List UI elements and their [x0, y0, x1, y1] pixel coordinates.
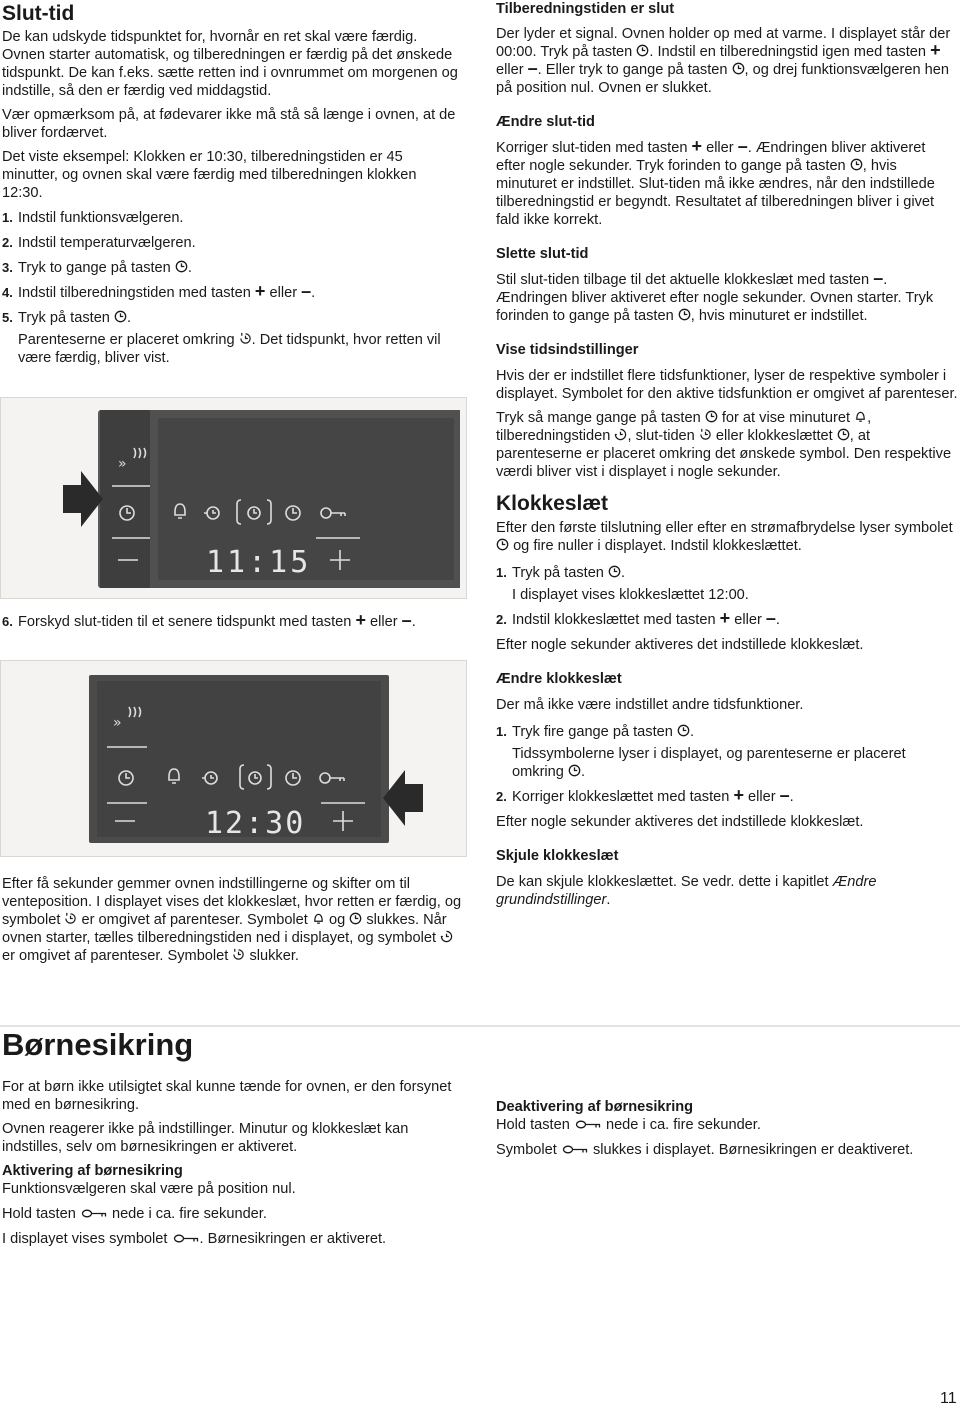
heading-deaktivering: Deaktivering af børnesikring [496, 1099, 694, 1115]
bornesikring-right: Deaktivering af børnesikring Hold tasten nede i ca. fire sekunder. Symbolet slukkes i displayet. Børnesikringen er deaktiveret. [496, 1098, 958, 1159]
minus-icon: – [765, 608, 776, 628]
minus-icon: – [527, 58, 538, 78]
clock-icon [496, 538, 509, 551]
oven-display-illustration-2 [0, 660, 467, 857]
bornesikring-left: Børnesikring For at børn ikke utilsigtet skal kunne tænde for ovnen, er den forsynet med en børnesikring. Ovnen reagerer ikke på indstillinger. Minutur og klokkeslæt kan indstilles, selv om børnesikringen er aktiveret. Aktivering af børnesikring Funktionsvælgeren skal være på position nul. Hold tasten nede i ca. fire sekunder. I displayet vises symbolet . Børnesikringen er aktiveret. [2, 1036, 462, 1248]
paragraph: Det viste eksempel: Klokken er 10:30, tilberedningstiden er 45 minutter, og ovnen skal være færdig med tilberedningen klokken 12:30. [2, 149, 417, 201]
plus-icon: + [930, 40, 941, 60]
key-icon [561, 1143, 589, 1156]
section-title-slut-tid: Slut-tid [2, 2, 75, 25]
right-column: Tilberedningstiden er slut Der lyder et signal. Ovnen holder op med at varme. I displayet står der 00:00. Tryk på tasten . Indstil en tilberedningstid igen med tasten + eller –. Eller tryk to gange på tasten , og drej funktionsvælgeren hen på position nul. Ovnen er slukket. Ændre slut-tid Korriger slut-tiden med tasten + eller –. Ændringen bliver aktiveret efter nogle sekunder. Tryk forinden to gange på tasten , hvis minuturet er indstillet. Slut-tiden må ikke ændres, når den indstillede tilberedningstid er begyndt. Resultatet af tilberedningen bliver i givet fald ikke korrekt. Slette slut-tid Stil slut-tiden tilbage til det aktuelle klokkeslæt med tasten –. Ændringen bliver aktiveret efter nogle sekunder. Ovnen starter. Tryk forinden to gange på tasten , hvis minuturet er indstillet. Vise tidsindstillinger Hvis der er indstillet flere tidsfunktioner, lyser de respektive symboler i displayet. Symbolet for den aktive tidsfunktion er omgivet af parenteser. Tryk så mange gange på tasten for at vise minuturet , tilberedningstiden , slut-tiden eller klokkeslættet , at parenteserne er placeret omkring det ønskede symbol. Den respektive værdi bliver vist i displayet i nogle sekunder. Klokkeslæt Efter den første tilslutning eller efter en strømafbrydelse lyser symbolet og fire nuller i displayet. Indstil klokkeslættet. 1. Tryk på tasten . I displayet vises klokkeslættet 12:00. 2. Indstil klokkeslættet med tasten + eller –. Efter nogle sekunder aktiveres det indstillede klokkeslæt. Ændre klokkeslæt Der må ikke være indstillet andre tidsfunktioner. 1. Tryk fire gange på tasten . Tidssymbolerne lyser i displayet, og parenteserne er placeret omkring . 2. Korriger klokkeslættet med tasten + eller –. Efter nogle sekunder aktiveres det indstillede klokkeslæt. Skjule klokkeslæt De kan skjule klokkeslættet. Se vedr. dette i kapitlet Ændre grundindstillinger. [496, 1, 958, 908]
heading-slette-slut-tid: Slette slut-tid [496, 246, 589, 262]
display-time: 11:15 [206, 545, 312, 580]
clock-icon [568, 764, 581, 777]
control-panel-graphic [89, 675, 389, 843]
paragraph: Vær opmærksom på, at fødevarer ikke må stå så længe i ovnen, at de bliver fordærvet. [2, 107, 456, 141]
svg-text:»: » [113, 715, 122, 731]
clock-icon [678, 308, 691, 321]
oven-display-illustration-1 [0, 397, 467, 599]
step-1: 1. Indstil funktionsvælgeren. [2, 210, 184, 226]
minus-icon: – [737, 136, 748, 156]
plus-icon: + [691, 136, 703, 156]
clock-icon [850, 158, 863, 171]
end-time-icon [64, 912, 77, 925]
minus-icon: – [873, 268, 884, 288]
end-time-icon [232, 948, 245, 961]
key-icon [574, 1118, 602, 1131]
end-time-icon [239, 332, 252, 345]
left-column [2, 0, 460, 367]
step-4: 4. Indstil tilberedningstiden med tasten + eller –. [2, 281, 316, 301]
clock-icon [636, 44, 649, 57]
plus-icon: + [355, 610, 366, 630]
plus-icon: + [719, 608, 731, 628]
clock-icon [114, 310, 127, 323]
heading-tilberedningstiden-slut: Tilberedningstiden er slut [496, 1, 675, 17]
plus-icon: + [733, 785, 744, 805]
key-icon [80, 1207, 108, 1220]
clock-icon [677, 724, 690, 737]
klokke-step-1: 1. Tryk på tasten . I displayet vises klokkeslættet 12:00. [496, 565, 749, 603]
klokke-step-2: 2. Indstil klokkeslættet med tasten + eller –. [496, 608, 780, 628]
step-2: 2. Indstil temperaturvælgeren. [2, 235, 196, 251]
aendre-step-2: 2. Korriger klokkeslættet med tasten + eller –. [496, 785, 794, 805]
clock-icon [608, 565, 621, 578]
end-time-icon [699, 428, 712, 441]
paragraph: De kan udskyde tidspunktet for, hvornår en ret skal være færdig. Ovnen starter automatisk, og tilberedningen er færdig på det ønskede tidspunkt. De kan f.eks. sætte retten ind i ovnrummet om morgenen og indstille, så den er færdig ved middagstid. [2, 29, 458, 99]
plus-icon: + [254, 281, 266, 301]
heading-aktivering: Aktivering af børnesikring [2, 1163, 183, 1179]
clock-icon [732, 62, 745, 75]
heading-skjule-klokkeslaet: Skjule klokkeslæt [496, 848, 619, 864]
clock-icon [349, 912, 362, 925]
clock-icon [837, 428, 850, 441]
step-3: 3. Tryk to gange på tasten . [2, 260, 192, 276]
step-6: 6. Forskyd slut-tiden til et senere tidspunkt med tasten + eller –. [2, 610, 416, 630]
aendre-step-1: 1. Tryk fire gange på tasten . Tidssymbolerne lyser i displayet, og parenteserne er placeret omkring . [496, 724, 906, 780]
arrow-pointer-icon [61, 471, 105, 527]
step-5: 5. Tryk på tasten . Parenteserne er placeret omkring . Det tidspunkt, hvor retten vil være færdig, bliver vist. [2, 309, 460, 367]
step-5-note: Parenteserne er placeret omkring . Det tidspunkt, hvor retten vil være færdig, bliver vist. [18, 332, 441, 366]
heading-aendre-slut-tid: Ændre slut-tid [496, 114, 595, 130]
minus-icon: – [779, 785, 790, 805]
svg-text:»: » [118, 456, 127, 472]
control-panel-graphic [98, 410, 460, 588]
display-time: 12:30 [205, 806, 306, 841]
minus-icon: – [401, 610, 412, 630]
clock-icon [705, 410, 718, 423]
section-title-bornesikring: Børnesikring [2, 1027, 194, 1062]
control-panel [89, 675, 389, 843]
minus-icon: – [301, 281, 312, 301]
arrow-pointer-icon [381, 770, 425, 826]
control-panel [98, 410, 460, 588]
duration-icon [614, 428, 627, 441]
heading-vise-tidsindstillinger: Vise tidsindstillinger [496, 342, 639, 358]
bell-icon [854, 410, 867, 423]
page-number: 11 [940, 1390, 957, 1407]
heading-aendre-klokkeslaet: Ændre klokkeslæt [496, 671, 622, 687]
clock-icon [175, 260, 188, 273]
duration-icon [440, 930, 453, 943]
heading-klokkeslaet: Klokkeslæt [496, 492, 609, 515]
after-paragraph: Efter få sekunder gemmer ovnen indstillingerne og skifter om til venteposition. I displayet vises det klokkeslæt, hvor retten er færdig, og symbolet er omgivet af parenteser. Symbolet og slukkes. Når ovnen starter, tælles tilberedningstiden ned i displayet, og symbolet er omgivet af parenteser. Symbolet slukker. [2, 876, 462, 964]
bell-icon [312, 912, 325, 925]
key-icon [172, 1232, 200, 1245]
